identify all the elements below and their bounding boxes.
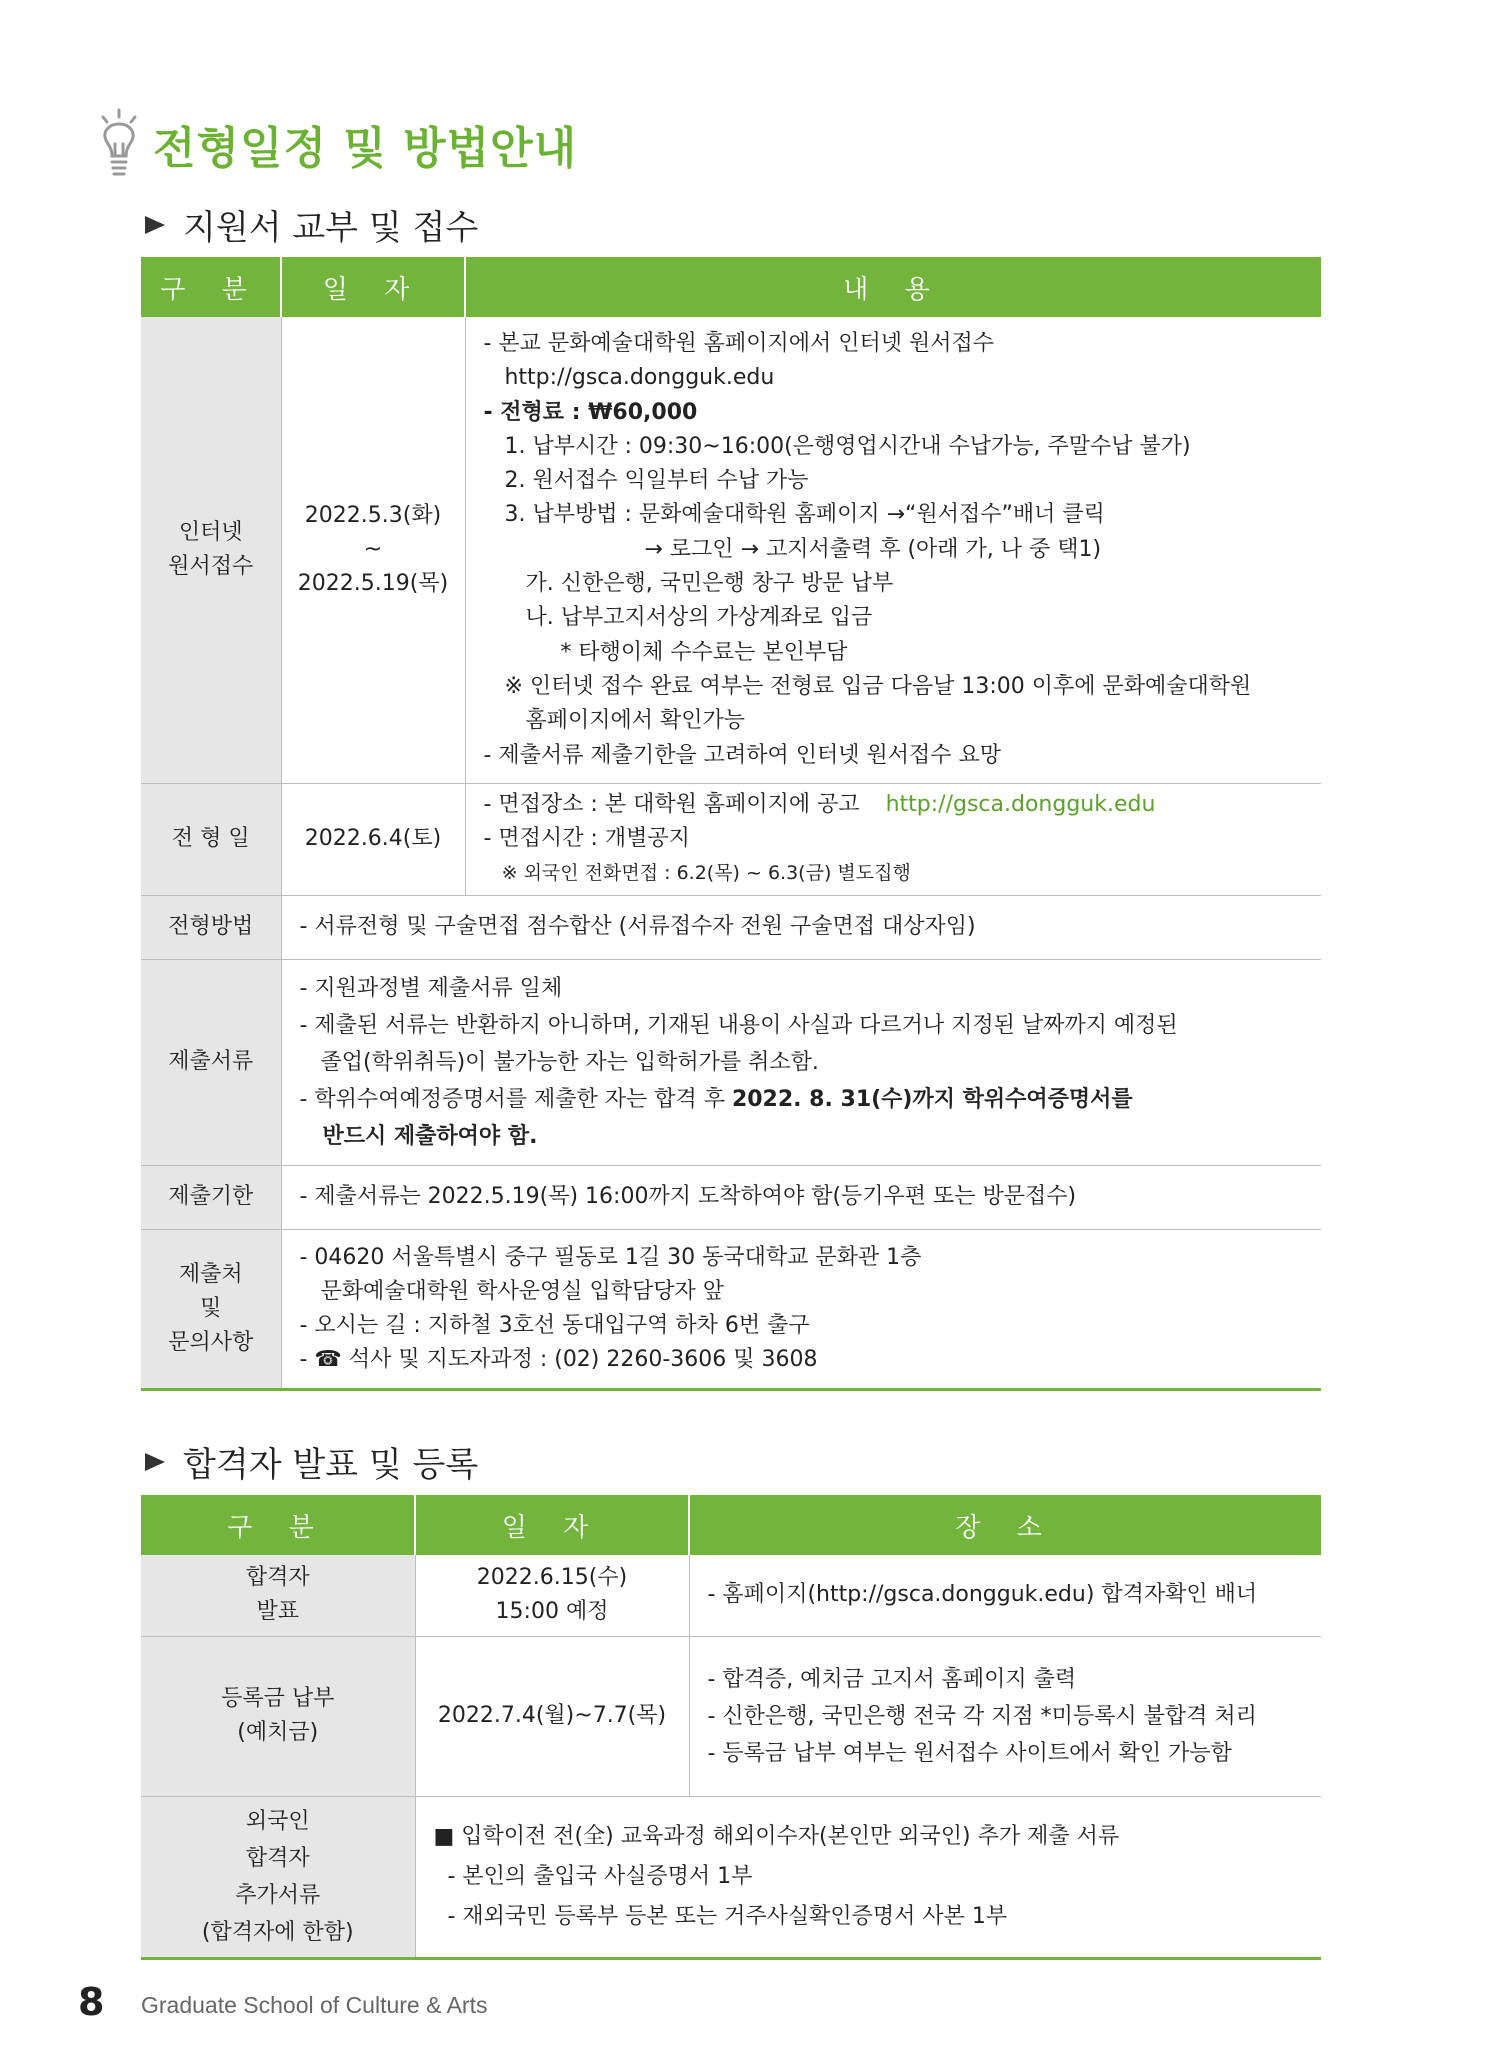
table-row: [141, 1165, 1321, 1229]
content-line: 1. 납부시간 : 09:30~16:00(은행영업시간내 수납가능, 주말수납 불가): [483, 433, 1191, 459]
row-content-deadline: - 제출서류는 2022.5.19(목) 16:00까지 도착하여야 함(등기우편 또는 방문접수): [281, 1165, 1321, 1229]
content-line: [300, 1081, 1322, 1118]
table-row: [141, 895, 1321, 959]
content-line: ■ 입학이전 전(全) 교육과정 해외이수자(본인만 외국인) 추가 제출 서류: [433, 1823, 1120, 1849]
content-line: - 신한은행, 국민은행 전국 각 지점 *미등록시 불합격 처리: [707, 1703, 1257, 1729]
row-label-foreign: [141, 1796, 415, 1958]
row-label-internet: [141, 317, 281, 783]
content-line: [484, 788, 1322, 822]
website-link[interactable]: http://gsca.dongguk.edu: [483, 365, 775, 391]
date-line: ~: [363, 536, 383, 562]
row-date-internet: [281, 317, 465, 783]
label-line: (합격자에 한함): [201, 1919, 354, 1945]
triangle-bullet-icon: [145, 1453, 165, 1471]
table-row: [141, 1229, 1321, 1389]
row-date-exam-day: 2022.6.4(토): [281, 783, 465, 895]
content-line: - 본교 문화예술대학원 홈페이지에서 인터넷 원서접수: [483, 331, 994, 356]
content-line: - 본인의 출입국 사실증명서 1부: [433, 1863, 753, 1889]
table-row: [141, 959, 1321, 1165]
row-content-contact: [281, 1229, 1321, 1389]
row-label-exam-day: 전 형 일: [141, 783, 281, 895]
degree-cert-deadline: 2022. 8. 31(수)까지 학위수여증명서를: [731, 1086, 1133, 1112]
date-line: 15:00 예정: [495, 1599, 609, 1625]
row-date-payment: 2022.7.4(월)~7.7(목): [415, 1636, 689, 1796]
label-line: 제출처: [178, 1261, 243, 1287]
header-date: 일 자: [415, 1495, 689, 1555]
row-label-contact: [141, 1229, 281, 1389]
content-line: - 재외국민 등록부 등본 또는 거주사실확인증명서 사본 1부: [433, 1903, 1008, 1929]
degree-cert-note: - 학위수여예정증명서를 제출한 자는 합격 후: [299, 1086, 732, 1112]
row-content-method: - 서류전형 및 구술면접 점수합산 (서류접수자 전원 구술면접 대상자임): [281, 895, 1321, 959]
label-line: 합격자: [245, 1565, 310, 1591]
content-line: - 04620 서울특별시 중구 필동로 1길 30 동국대학교 문화관 1층: [299, 1244, 922, 1270]
header-category: 구 분: [141, 1495, 415, 1555]
content-line: - 합격증, 예치금 고지서 홈페이지 출력: [707, 1666, 1077, 1692]
content-line: 문화예술대학원 학사운영실 입학담당자 앞: [299, 1278, 724, 1304]
date-line: 2022.5.19(목): [297, 570, 449, 596]
content-line: 가. 신한은행, 국민은행 창구 방문 납부: [483, 571, 894, 597]
row-date-announce: [415, 1555, 689, 1636]
content-line: 반드시 제출하여야 함.: [299, 1123, 538, 1149]
section-title-application: [145, 200, 478, 249]
content-line: - 면접시간 : 개별공지: [483, 826, 690, 852]
date-line: 2022.5.3(화): [304, 502, 442, 528]
label-line: 발표: [256, 1599, 299, 1625]
content-line: 졸업(학위취득)이 불가능한 자는 입학허가를 취소함.: [299, 1049, 819, 1075]
row-content-payment: [689, 1636, 1321, 1796]
results-table: [141, 1495, 1321, 1960]
label-line: 문의사항: [168, 1329, 254, 1355]
table-row: [141, 1555, 1321, 1636]
header-category: 구 분: [141, 257, 281, 317]
header-content: 내 용: [465, 257, 1321, 317]
content-line: - 제출서류 제출기한을 고려하여 인터넷 원서접수 요망: [483, 742, 1001, 768]
table-row: [141, 783, 1321, 895]
triangle-bullet-icon: [145, 216, 165, 234]
row-label-announce: [141, 1555, 415, 1636]
content-line: ※ 인터넷 접수 완료 여부는 전형료 입금 다음날 13:00 이후에 문화예술대학원: [483, 673, 1252, 699]
label-line: (예치금): [237, 1720, 319, 1745]
label-line: 등록금 납부: [221, 1686, 335, 1711]
row-label-documents: 제출서류: [141, 959, 281, 1165]
website-link[interactable]: http://gsca.dongguk.edu: [885, 792, 1156, 818]
header-place: 장 소: [689, 1495, 1321, 1555]
row-label-deadline: 제출기한: [141, 1165, 281, 1229]
content-line: 3. 납부방법 : 문화예술대학원 홈페이지 →“원서접수”배너 클릭: [483, 502, 1105, 528]
section-title-results: [145, 1437, 478, 1486]
date-line: 2022.6.15(수): [476, 1565, 628, 1591]
content-line: 2. 원서접수 익일부터 수납 가능: [483, 468, 809, 494]
row-content-announce: - 홈페이지(http://gsca.dongguk.edu) 합격자확인 배너: [689, 1555, 1321, 1636]
content-line: - 전형료 : ₩60,000: [483, 399, 698, 425]
table-row: [141, 1796, 1321, 1958]
lightbulb-icon: [95, 108, 143, 180]
row-content-foreign: [415, 1796, 1321, 1958]
label-line: 및: [200, 1295, 222, 1321]
page-title-block: [95, 108, 577, 180]
header-date: 일 자: [281, 257, 465, 317]
row-content-documents: [281, 959, 1321, 1165]
page-number: 8: [78, 1980, 105, 2024]
content-line: - 제출된 서류는 반환하지 아니하며, 기재된 내용이 사실과 다르거나 지정된 날짜까지 예정된: [299, 1012, 1178, 1038]
content-line: 홈페이지에서 확인가능: [483, 708, 745, 734]
page-title: 전형일정 및 방법안내: [153, 123, 578, 174]
row-label-method: 전형방법: [141, 895, 281, 959]
content-line: - 오시는 길 : 지하철 3호선 동대입구역 하차 6번 출구: [299, 1312, 810, 1338]
row-content-exam-day: [465, 783, 1321, 895]
school-name: Graduate School of Culture & Arts: [141, 1992, 488, 2018]
section-title-text: 합격자 발표 및 등록: [183, 1445, 479, 1485]
content-line: - 지원과정별 제출서류 일체: [299, 975, 563, 1001]
phone-line: - ☎ 석사 및 지도자과정 : (02) 2260-3606 및 3608: [299, 1346, 818, 1372]
content-line: * 타행이체 수수료는 본인부담: [483, 639, 848, 665]
table-row: [141, 317, 1321, 783]
label-line: 외국인: [245, 1808, 310, 1834]
table-row: [141, 1636, 1321, 1796]
content-line: 나. 납부고지서상의 가상계좌로 입금: [483, 605, 873, 631]
label-line: 합격자: [245, 1845, 310, 1871]
table-header-row: [141, 1495, 1321, 1555]
section-title-text: 지원서 교부 및 접수: [183, 208, 479, 248]
row-content-internet: [465, 317, 1321, 783]
content-line: - 등록금 납부 여부는 원서접수 사이트에서 확인 가능함: [707, 1740, 1232, 1766]
label-line: 인터넷: [178, 519, 243, 545]
table-header-row: [141, 257, 1321, 317]
row-label-payment: [141, 1636, 415, 1796]
label-line: 추가서류: [235, 1882, 321, 1908]
interview-place: - 면접장소 : 본 대학원 홈페이지에 공고: [483, 792, 860, 818]
application-table: [141, 257, 1321, 1391]
content-line: → 로그인 → 고지서출력 후 (아래 가, 나 중 택1): [483, 536, 1102, 562]
content-line: ※ 외국인 전화면접 : 6.2(목) ~ 6.3(금) 별도집행: [483, 862, 911, 885]
label-line: 원서접수: [168, 553, 254, 579]
